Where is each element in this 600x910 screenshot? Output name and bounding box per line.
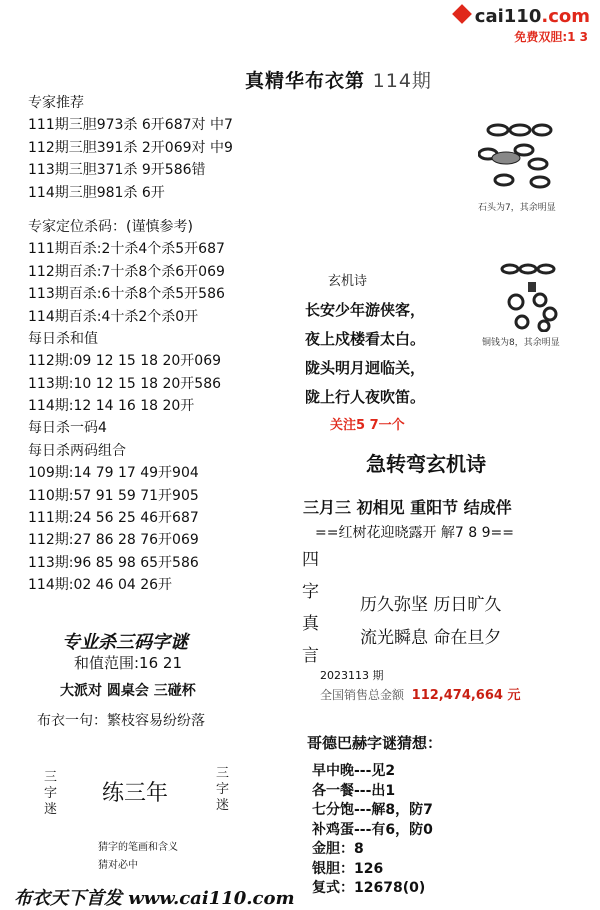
two-code-line: 112期:27 86 28 76开069 [28,532,199,549]
goldbach-line: 各一餐---出1 [312,782,396,799]
expert-line: 111期三胆973杀 6开687对 中7 [28,117,233,134]
poem-line: 陇上行人夜吹笛。 [305,388,426,406]
title-text: 真精华布衣第 [245,70,366,92]
hongshu-line: ==红树花迎晓露开 解7 8 9== [315,525,514,541]
sales-amount-row [320,684,520,703]
sales-period: 2023113 期 [320,669,384,682]
stone-caption: 石头为7，其余明显 [478,203,556,213]
position-line: 113期百杀:6十杀8个杀5开586 [28,286,225,303]
two-code-title: 每日杀两码组合 [28,442,126,459]
riddle-hint-2: 猜对必中 [98,860,138,871]
goldbach-title: 哥德巴赫字谜猜想： [307,734,443,752]
sum-line: 114期:12 14 16 18 20开 [28,398,195,415]
coin-illustration [500,262,564,332]
poem-focus: 关注5 7一个 [330,418,405,433]
expert-title: 专家推荐 [28,95,84,111]
poem-head: 玄机诗 [328,274,368,289]
goldbach-line: 七分饱---解8，防7 [312,802,433,818]
goldbach-line: 银胆：126 [312,860,384,877]
two-code-line: 111期:24 56 25 46开687 [28,510,199,527]
page-title [245,66,432,93]
two-code-line: 109期:14 79 17 49开904 [28,465,199,482]
position-line: 112期百杀:7十杀8个杀6开069 [28,263,225,280]
poem-title: 急转弯玄机诗 [366,452,486,476]
issue-number: 114期 [372,70,432,92]
footer-banner[interactable]: 布衣天下首发 www.cai110.com [14,888,295,909]
riddle-main: 练三年 [102,781,169,806]
riddle-side-right: 三字迷 [216,766,230,813]
poem-lines [305,296,425,412]
goldbach-line: 复式：12678(0) [312,880,426,896]
sales-amount: 112,474,664 元 [411,688,521,703]
two-code-line: 110期:57 91 59 71开905 [28,487,199,504]
two-code-line: 113期:96 85 98 65开586 [28,554,199,571]
poem-line: 长安少年游侠客， [305,301,426,319]
party-line: 大派对 圆桌会 三碰杯 [60,683,196,699]
position-title: 专家定位杀码：(谨慎参考) [28,218,193,235]
goldbach-lines [312,762,433,899]
buyi-sentence: 布衣一句：繁枝容易纷纷落 [37,713,205,729]
sum-title: 每日杀和值 [28,330,98,347]
expert-line: 113期三胆371杀 9开586错 [28,162,206,179]
goldbach-line: 补鸡蛋---有6，防0 [312,821,433,838]
sanyue-line: 三月三 初相见 重阳节 结成伴 [303,498,512,517]
sum-range: 和值范围:16 21 [74,654,182,672]
idiom-row-1: 历久弥坚 历日旷久 [360,595,502,615]
idiom-row-2: 流光瞬息 命在旦夕 [360,628,502,648]
stone-illustration [478,122,558,192]
goldbach-line: 早中晚---见2 [312,763,396,779]
site-logo[interactable] [455,6,590,27]
sales-label: 全国销售总金额 [320,688,405,702]
free-pair-label: 免费双胆:1 3 [514,30,588,44]
logo-diamond-icon [452,4,472,24]
one-code: 每日杀一码4 [28,420,107,437]
expert-section [28,92,233,597]
expert-line: 114期三胆981杀 6开 [28,184,165,201]
goldbach-line: 金胆：8 [312,841,364,857]
position-line: 114期百杀:4十杀2个杀0开 [28,308,199,325]
sum-line: 113期:10 12 15 18 20开586 [28,375,222,392]
logo-text: cai110 [474,6,542,27]
riddle-side-left: 三字迷 [44,770,58,817]
expert-line: 112期三胆391杀 2开069对 中9 [28,139,233,156]
position-line: 111期百杀:2十杀4个杀5开687 [28,241,225,258]
sizi-label: 四字真言 [302,550,319,666]
riddle-hint-1: 猜字的笔画和含义 [98,842,178,853]
logo-domain: .com [541,6,590,27]
poem-line: 夜上戍楼看太白。 [305,330,426,348]
three-code-title: 专业杀三码字谜 [62,632,188,653]
two-code-line: 114期:02 46 04 26开 [28,577,173,594]
sum-line: 112期:09 12 15 18 20开069 [28,353,222,370]
coin-caption: 铜钱为8，其余明显 [482,338,560,348]
poem-line: 陇头明月迥临关， [305,359,426,377]
